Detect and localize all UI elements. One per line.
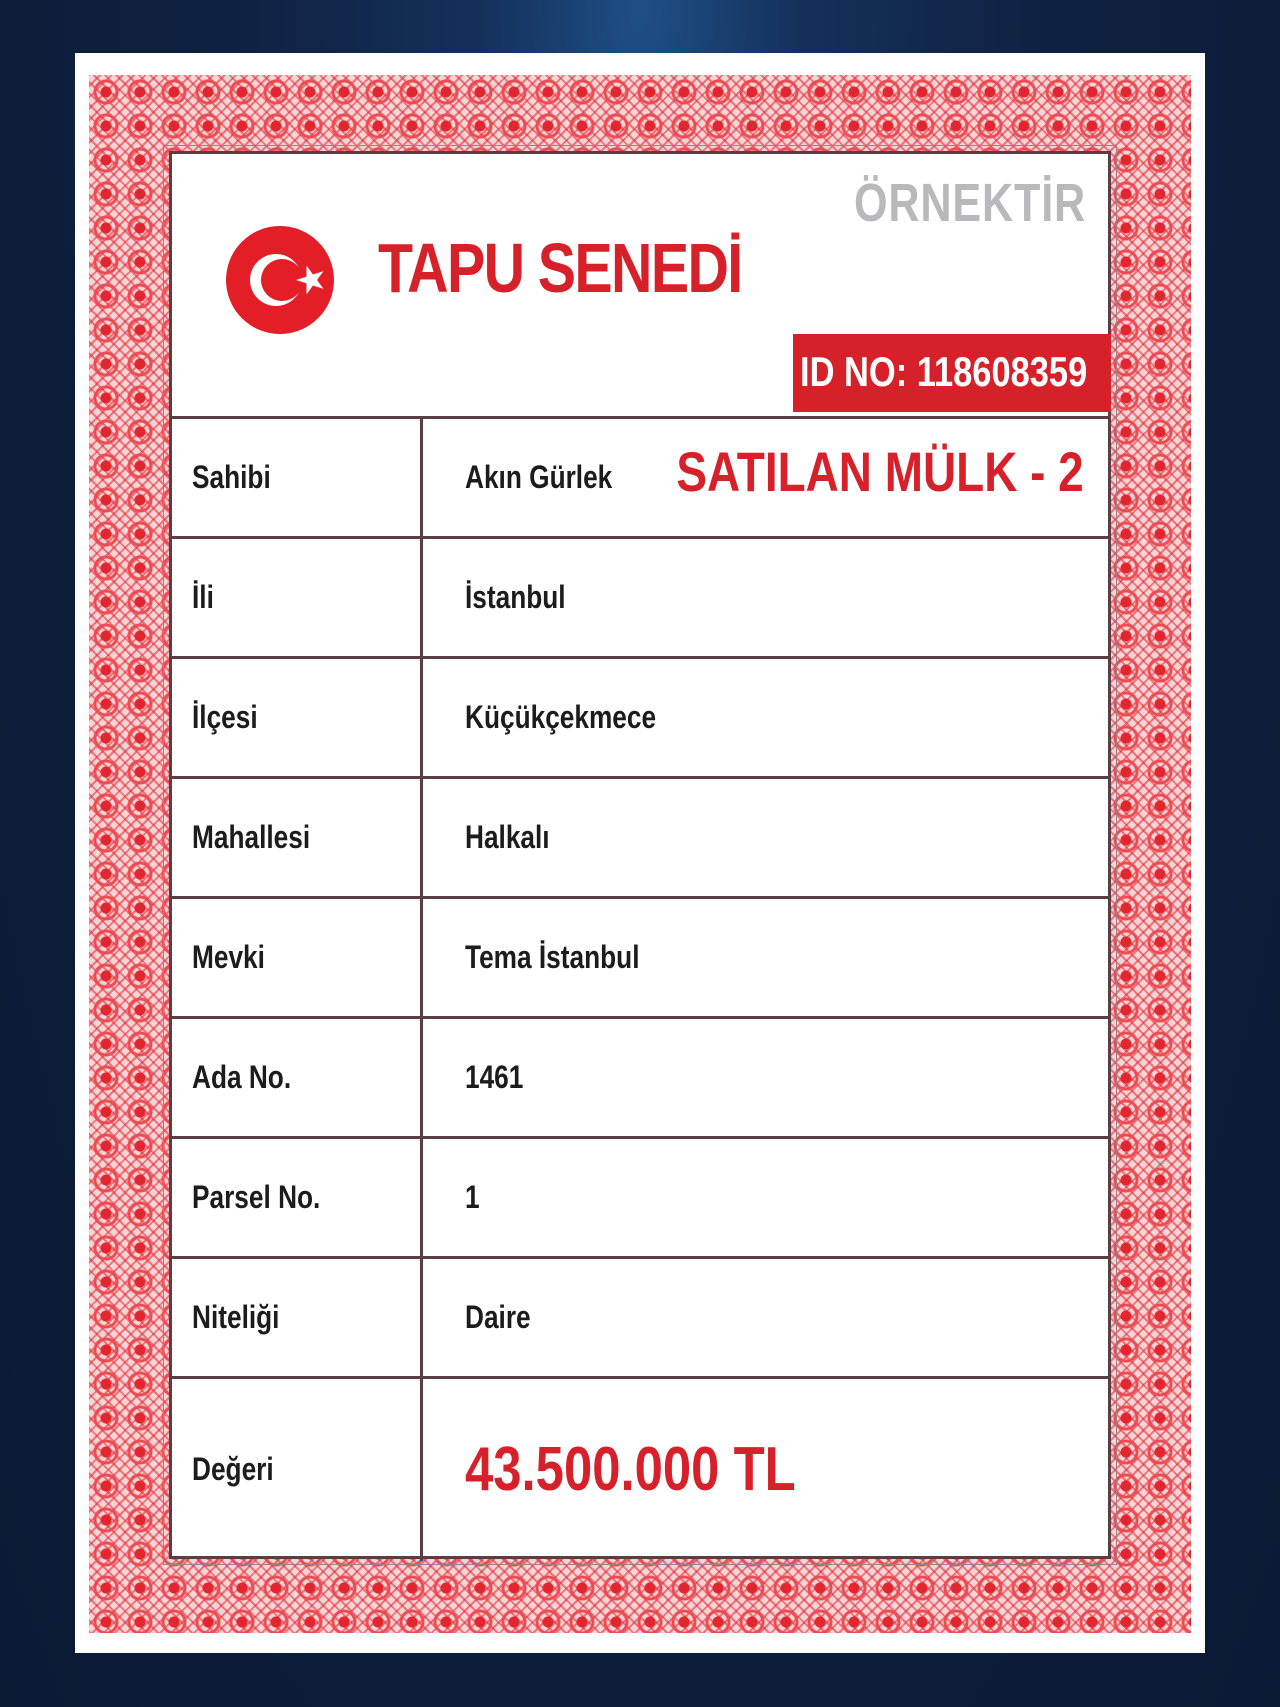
- table-row: [172, 778, 1108, 898]
- table-row: [172, 1018, 1108, 1138]
- id-badge: [793, 334, 1111, 412]
- table-row: [172, 538, 1108, 658]
- field-label-type: Niteliği: [192, 1299, 280, 1335]
- field-value-parcel-no: 1: [465, 1179, 480, 1215]
- field-value-price: 43.500.000 TL: [465, 1435, 796, 1505]
- field-value-province: İstanbul: [465, 579, 566, 615]
- field-label-block-no: Ada No.: [192, 1059, 292, 1095]
- field-value-district: Küçükçekmece: [465, 699, 657, 735]
- table-row: [172, 418, 1108, 538]
- watermark-text: ÖRNEKTİR: [854, 173, 1086, 233]
- field-label-parcel-no: Parsel No.: [192, 1179, 321, 1215]
- deed-header: [172, 154, 1108, 416]
- table-row: [172, 1138, 1108, 1258]
- turkish-flag-icon: [226, 226, 334, 334]
- table-row: [172, 1258, 1108, 1378]
- field-value-type: Daire: [465, 1299, 531, 1335]
- table-row: [172, 658, 1108, 778]
- field-label-owner: Sahibi: [192, 459, 271, 495]
- field-label-province: İli: [192, 579, 214, 615]
- deed-fields-table: [172, 416, 1108, 1561]
- field-label-district: İlçesi: [192, 699, 258, 735]
- field-value-locality: Tema İstanbul: [465, 939, 640, 975]
- field-value-owner: Akın Gürlek: [465, 459, 613, 495]
- deed-sheet: [75, 53, 1205, 1653]
- deed-title: TAPU SENEDİ: [378, 229, 742, 307]
- field-label-neighborhood: Mahallesi: [192, 819, 311, 855]
- table-row: [172, 898, 1108, 1018]
- sold-property-tag: SATILAN MÜLK - 2: [676, 440, 1084, 503]
- field-label-value: Değeri: [192, 1451, 274, 1488]
- field-value-block-no: 1461: [465, 1059, 524, 1095]
- field-label-locality: Mevki: [192, 939, 265, 975]
- id-number: ID NO: 118608359: [799, 348, 1087, 395]
- table-row: [172, 1378, 1108, 1561]
- deed-content: [169, 151, 1111, 1559]
- field-value-neighborhood: Halkalı: [465, 819, 550, 855]
